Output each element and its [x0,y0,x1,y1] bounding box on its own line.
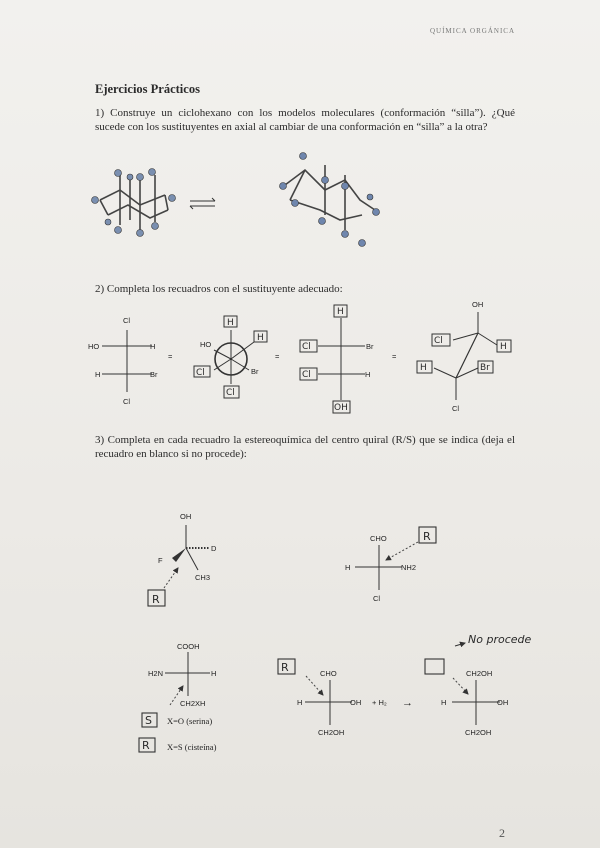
newman-box-left: Cl [196,368,205,378]
fischer2-right-lower: H [365,370,371,379]
mol-a-left: F [158,556,163,565]
molecule-c [139,642,217,752]
newman-box-bottom: Cl [226,388,235,398]
chair-right-atoms [280,153,380,247]
mol-c-left: H2N [148,669,164,678]
molecule-e [425,633,531,737]
mol-e-left: H [441,698,447,707]
sawhorse-top: OH [472,300,484,309]
mol-d-answer: R [281,661,289,674]
mol-b-left: H [345,563,351,572]
mol-c-caption-1: X=O (serina) [167,716,213,726]
mol-d-right: OH [350,698,362,707]
mol-b-right: NH2 [401,563,417,572]
fischer2-box-lower-left: Cl [302,370,311,380]
sawhorse-box-low-right: Br [480,363,490,373]
mol-c-answer-1: S [145,714,152,727]
newman-box-top: H [227,318,234,328]
mol-d-bottom: CH2OH [318,728,345,737]
equals-3: = [392,352,397,361]
exercise-2-text: 2) Completa los recuadros con el sustituyente adecuado: [95,283,343,295]
mol-d-top: CHO [320,669,337,678]
mol-a-top: OH [180,512,192,521]
fischer1-left-lower: H [95,370,101,379]
mol-b-answer: R [423,530,431,543]
equals-2: = [275,352,280,361]
fischer2-box-upper-left: Cl [302,342,311,352]
mol-a-answer: R [152,593,160,606]
exercise-1-text: 1) Construye un ciclohexano con los modelos moleculares (conformación “silla”). ¿Qué sucede con los sustituyentes en axial al cambiar de una conformación en “silla” a la otra? [95,107,515,133]
mol-a-bottom: CH3 [195,573,211,582]
molecule-b [345,527,436,603]
mol-d-left: H [297,698,303,707]
reaction-plus: + H₂ [372,698,387,707]
fischer2-box-bottom: OH [334,403,348,413]
equals-1: = [168,352,173,361]
sawhorse-box-low-left: H [420,363,427,373]
fischer2-box-top: H [337,307,344,317]
fischer-projection-1 [88,316,158,406]
running-header: QUÍMICA ORGÁNICA [429,27,515,35]
mol-e-note: No procede [468,633,532,646]
mol-e-top: CH2OH [466,669,493,678]
molecule-a [148,512,217,606]
equilibrium-arrows [190,198,215,209]
fischer1-right-upper: H [150,342,156,351]
fischer2-right-upper: Br [366,342,374,351]
mol-a-dash: D [211,544,217,553]
mol-c-right: H [211,669,217,678]
section-title: Ejercicios Prácticos [95,82,200,96]
exercise-3-text: 3) Completa en cada recuadro la estereoquímica del centro quiral (R/S) que se indica (deja el recuadro en blanco si no procede): [95,434,515,460]
newman-projection [194,316,267,398]
mol-b-bottom: Cl [373,594,381,603]
mol-e-bottom: CH2OH [465,728,492,737]
sawhorse-box-left: Cl [434,336,443,346]
fischer1-left-upper: HO [88,342,100,351]
chair-left-atoms [92,169,176,237]
newman-left: HO [200,340,212,349]
reaction-arrow: → [402,697,413,709]
mol-c-answer-2: R [142,739,150,752]
fischer-projection-2 [300,305,374,413]
sawhorse-box-right: H [500,342,507,352]
mol-c-top: COOH [177,642,200,651]
newman-right: Br [251,367,259,376]
fischer1-top: Cl [123,316,131,325]
sawhorse-projection [417,300,511,413]
newman-box-top-right: H [257,333,264,343]
mol-e-right: OH [497,698,509,707]
mol-c-caption-2: X=S (cisteína) [167,742,217,752]
molecule-d [278,659,413,737]
chair-model-right [285,165,375,230]
fischer1-right-lower: Br [150,370,158,379]
fischer1-bottom: Cl [123,397,131,406]
page-number: 2 [499,826,505,840]
mol-c-bottom: CH2XH [180,699,206,708]
mol-b-top: CHO [370,534,387,543]
sawhorse-bottom: Cl [452,404,460,413]
